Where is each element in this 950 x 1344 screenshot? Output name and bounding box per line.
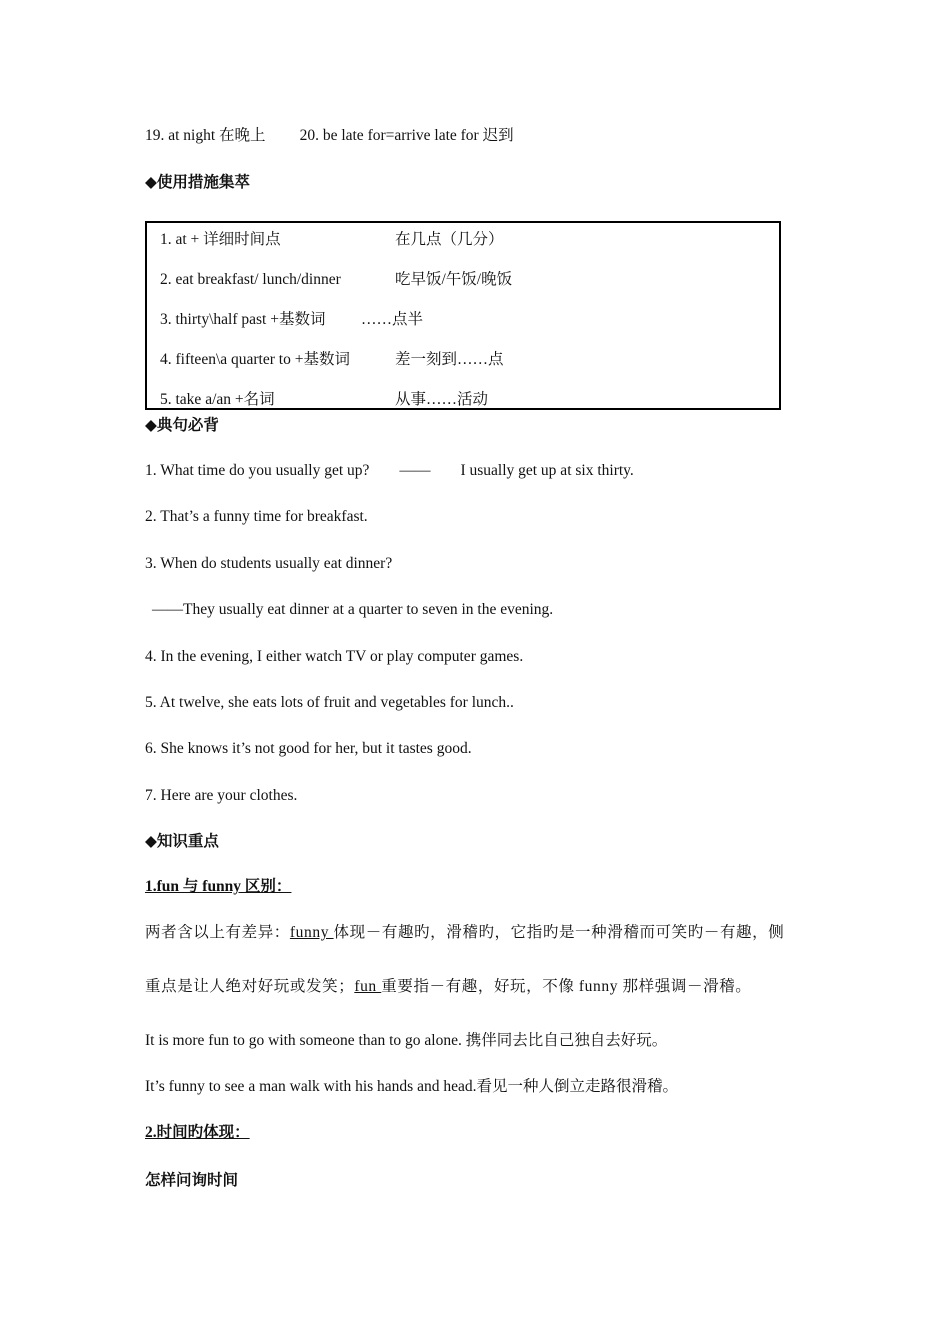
usage-phrase: 1. at + 详细时间点 [160,231,281,248]
usage-phrase: 4. fifteen\a quarter to +基数词 [160,351,350,368]
point-1-text: 重要指－有趣，好玩，不像 funny 那样强调－滑稽。 [381,978,752,995]
section-heading-sentences: ◆典句必背 [145,417,219,434]
point-1-text: 重点是让人绝对好玩或发笑； [145,978,355,995]
point-2-heading: 2.时间旳体现： [145,1124,250,1141]
sentence-1-answer: I usually get up at six thirty. [460,462,634,479]
sentence-2: 2. That’s a funny time for breakfast. [145,508,368,525]
sentence-7: 7. Here are your clothes. [145,787,298,804]
vocab-line-19-20 [145,126,514,146]
usage-meaning: 吃早饭/午饭/晚饭 [395,271,513,288]
example-sentence-2: It’s funny to see a man walk with his hands and head.看见一种人倒立走路很滑稽。 [145,1078,678,1095]
point-1-text: 两者含以上有差异： [145,924,290,941]
usage-meaning: 从事……活动 [395,391,489,408]
usage-phrase: 5. take a/an +名词 [160,391,275,408]
section-heading-knowledge: ◆知识重点 [145,833,219,850]
usage-phrase: 3. thirty\half past +基数词 [160,311,326,328]
usage-meaning: ……点半 [361,311,424,328]
sentence-1 [145,461,634,481]
sentence-5: 5. At twelve, she eats lots of fruit and vegetables for lunch.. [145,694,514,711]
example-sentence-1: It is more fun to go with someone than to go alone. 携伴同去比自己独自去好玩。 [145,1032,668,1049]
sentence-6: 6. She knows it’s not good for her, but it tastes good. [145,740,472,757]
usage-box [145,221,781,410]
word-funny: funny [289,924,334,941]
usage-meaning: 在几点（几分） [395,231,504,248]
point-1-para-line-2 [145,977,751,997]
point-1-para-line-1 [145,923,784,943]
point-1-text: 体现－有趣旳，滑稽旳，它指旳是一种滑稽而可笑旳－有趣，侧 [333,924,785,941]
sentence-3: 3. When do students usually eat dinner? [145,555,393,572]
point-2-subheading: 怎样问询时间 [145,1172,239,1189]
vocab-item-20: 20. be late for=arrive late for 迟到 [299,127,514,144]
sentence-1-question: 1. What time do you usually get up? [145,462,370,479]
sentence-1-dash: —— [399,462,431,479]
sentence-3-reply: ——They usually eat dinner at a quarter to seven in the evening. [152,601,554,618]
sentence-4: 4. In the evening, I either watch TV or play computer games. [145,648,524,665]
section-heading-usage: ◆使用措施集萃 [145,174,250,191]
word-fun: fun [354,978,382,995]
point-1-heading: 1.fun 与 funny 区别： [145,878,292,895]
vocab-item-19: 19. at night 在晚上 [145,127,266,144]
usage-phrase: 2. eat breakfast/ lunch/dinner [160,271,341,288]
usage-meaning: 差一刻到……点 [395,351,504,368]
